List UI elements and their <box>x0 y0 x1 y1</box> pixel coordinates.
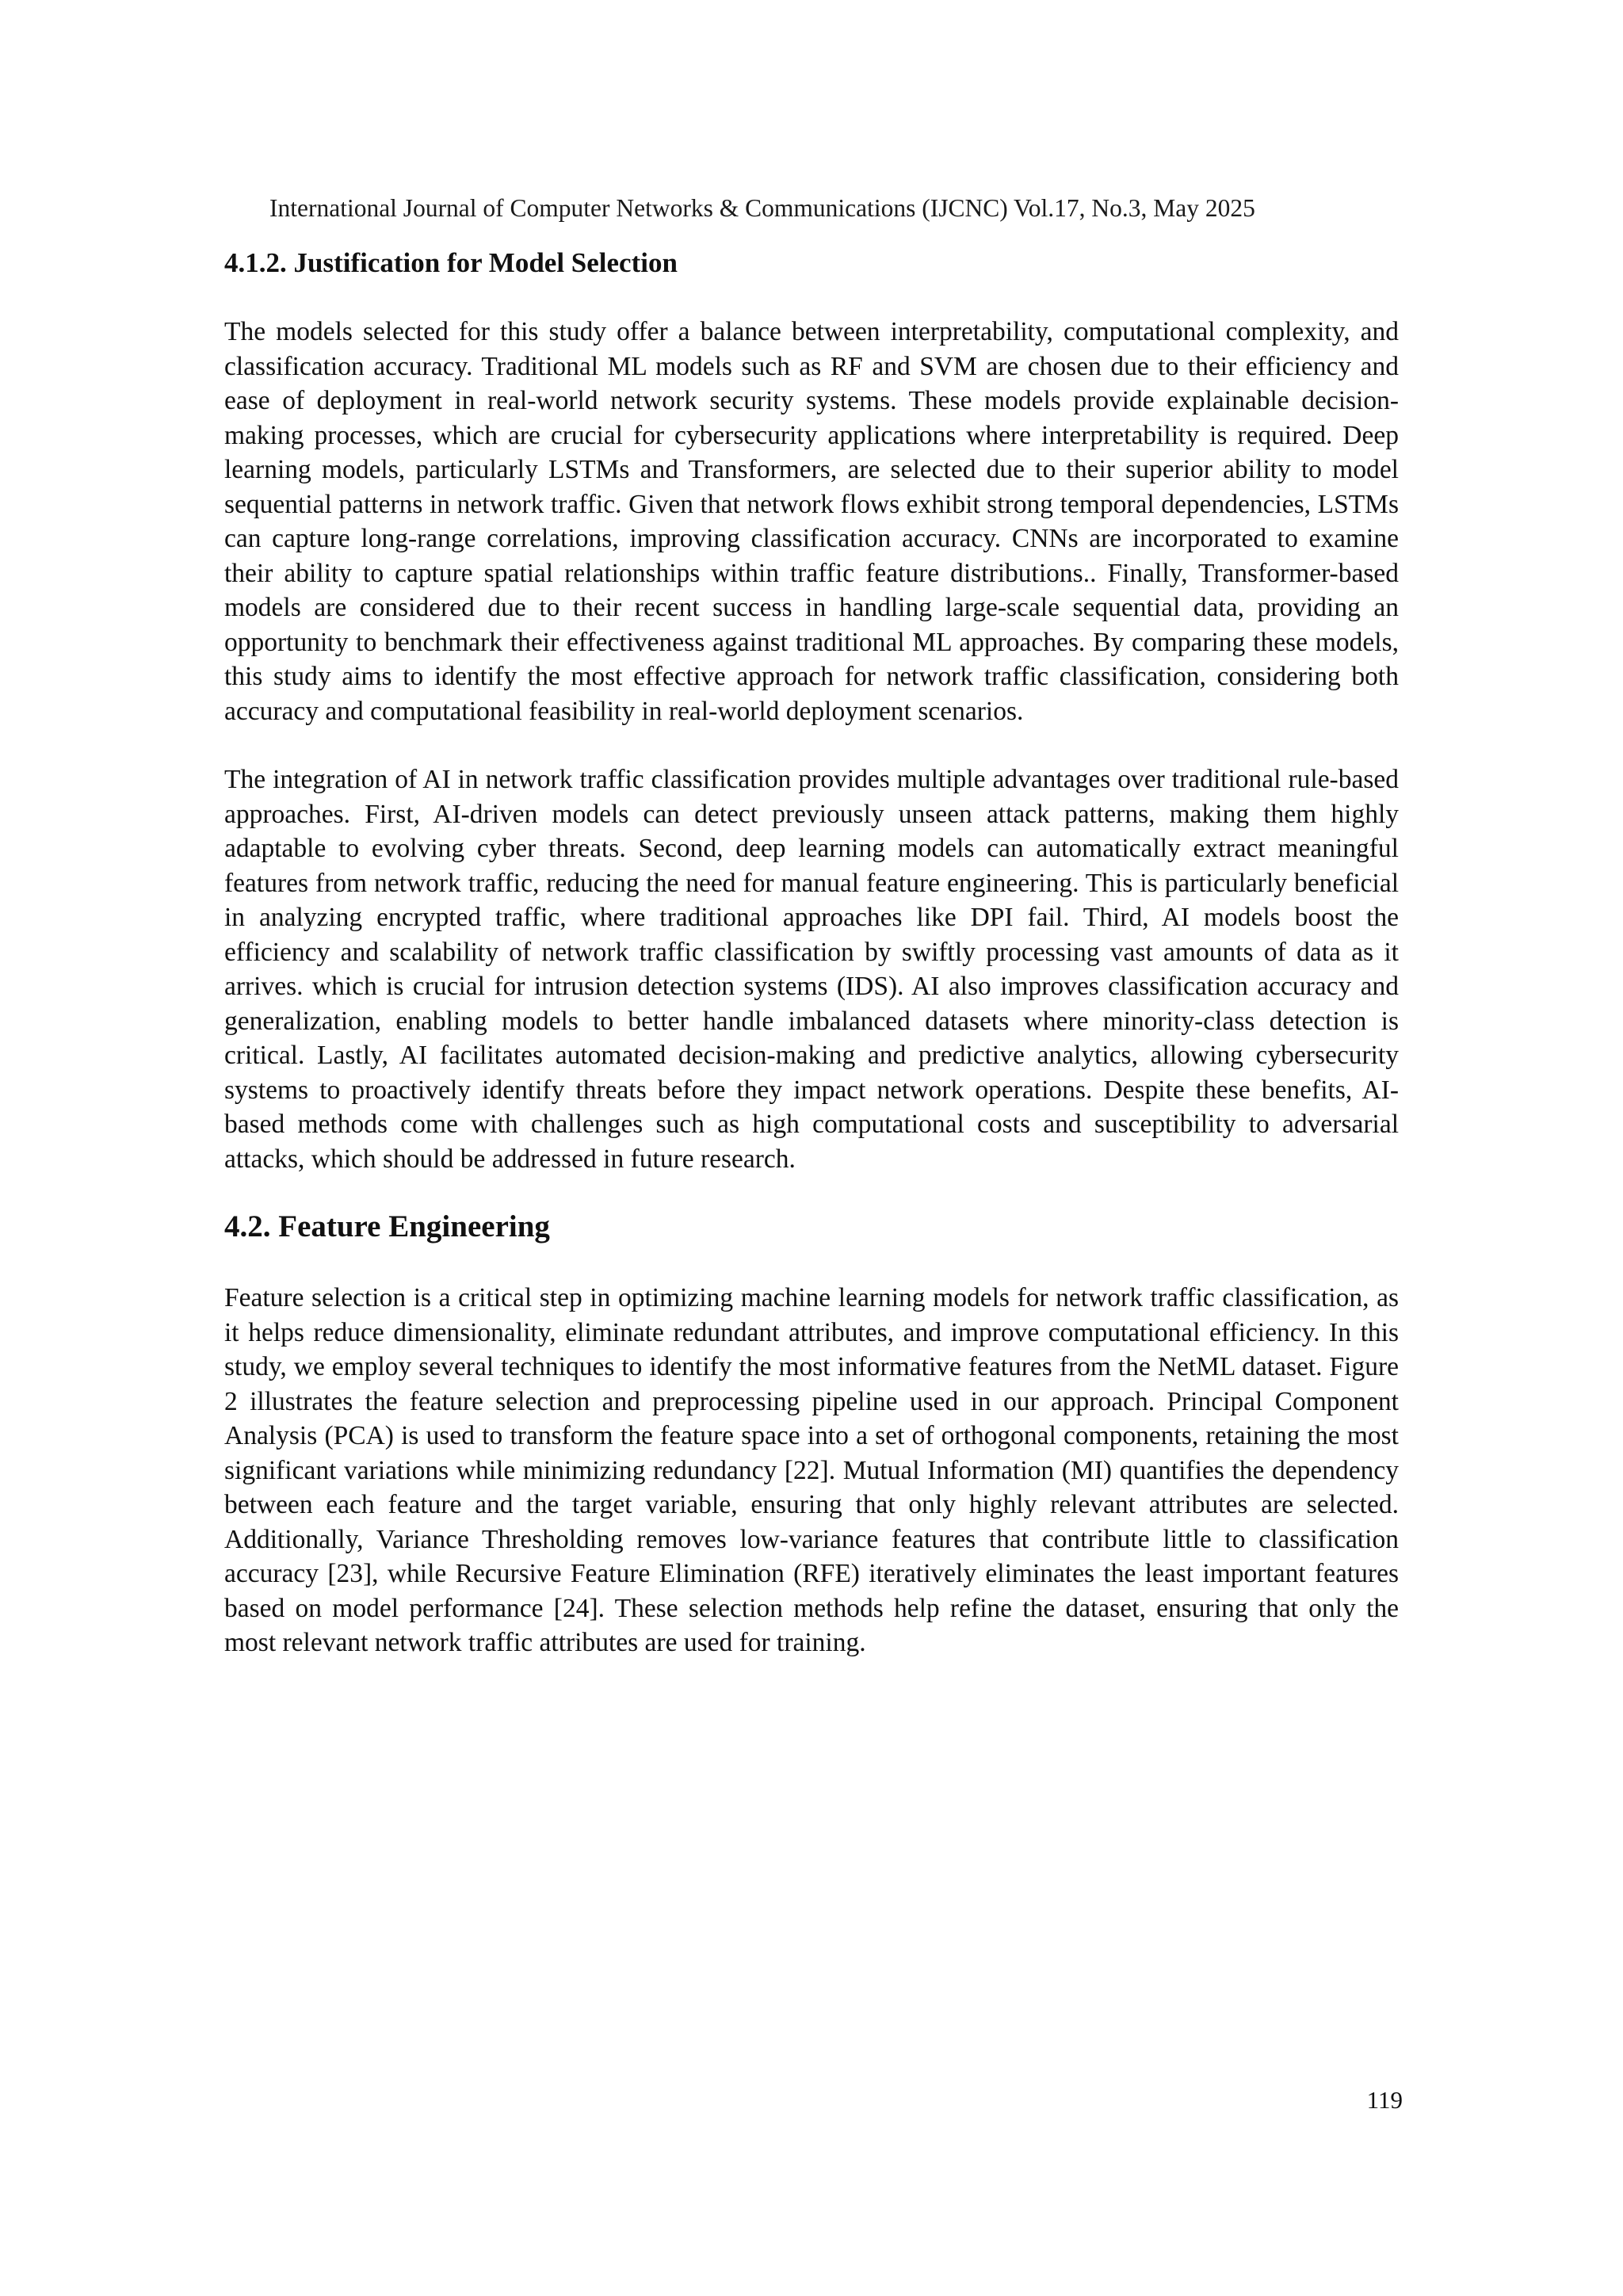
page-content <box>224 246 1399 1660</box>
paragraph-feature-engineering: Feature selection is a critical step in optimizing machine learning models for network traffic classification, as it helps reduce dimensionality, eliminate redundant attributes, and improve computational efficiency. In this study, we employ several techniques to identify the most informative features from the NetML dataset. Figure 2 illustrates the feature selection and preprocessing pipeline used in our approach. Principal Component Analysis (PCA) is used to transform the feature space into a set of orthogonal components, retaining the most significant variations while minimizing redundancy [22]. Mutual Information (MI) quantifies the dependency between each feature and the target variable, ensuring that only highly relevant attributes are selected. Additionally, Variance Thresholding removes low-variance features that contribute little to classification accuracy [23], while Recursive Feature Elimination (RFE) iteratively eliminates the least important features based on model performance [24]. These selection methods help refine the dataset, ensuring that only the most relevant network traffic attributes are used for training. <box>224 1283 1399 1657</box>
subsection-heading: 4.1.2. Justification for Model Selection <box>224 247 678 278</box>
section-heading: 4.2. Feature Engineering <box>224 1209 550 1244</box>
paragraph-model-selection: The models selected for this study offer a balance between interpretability, computational complexity, and classification accuracy. Traditional ML models such as RF and SVM are chosen due to their efficiency and ease of deployment in real-world network security systems. These models provide explainable decision-making processes, which are crucial for cybersecurity applications where interpretability is required. Deep learning models, particularly LSTMs and Transformers, are selected due to their superior ability to model sequential patterns in network traffic. Given that network flows exhibit strong temporal dependencies, LSTMs can capture long-range correlations, improving classification accuracy. CNNs are incorporated to examine their ability to capture spatial relationships within traffic feature distributions.. Finally, Transformer-based models are considered due to their recent success in handling large-scale sequential data, providing an opportunity to benchmark their effectiveness against traditional ML approaches. By comparing these models, this study aims to identify the most effective approach for network traffic classification, considering both accuracy and computational feasibility in real-world deployment scenarios. <box>224 317 1399 726</box>
running-header: International Journal of Computer Networks & Communications (IJCNC) Vol.17, No.3, May 2025 <box>269 194 1255 222</box>
paragraph-ai-integration: The integration of AI in network traffic classification provides multiple advantages over traditional rule-based approaches. First, AI-driven models can detect previously unseen attack patterns, making them highly adaptable to evolving cyber threats. Second, deep learning models can automatically extract meaningful features from network traffic, reducing the need for manual feature engineering. This is particularly beneficial in analyzing encrypted traffic, where traditional approaches like DPI fail. Third, AI models boost the efficiency and scalability of network traffic classification by swiftly processing vast amounts of data as it arrives. which is crucial for intrusion detection systems (IDS). AI also improves classification accuracy and generalization, enabling models to better handle imbalanced datasets where minority-class detection is critical. Lastly, AI facilitates automated decision-making and predictive analytics, allowing cybersecurity systems to proactively identify threats before they impact network operations. Despite these benefits, AI-based methods come with challenges such as high computational costs and susceptibility to adversarial attacks, which should be addressed in future research. <box>224 765 1399 1174</box>
page-number: 119 <box>1366 2086 1403 2114</box>
